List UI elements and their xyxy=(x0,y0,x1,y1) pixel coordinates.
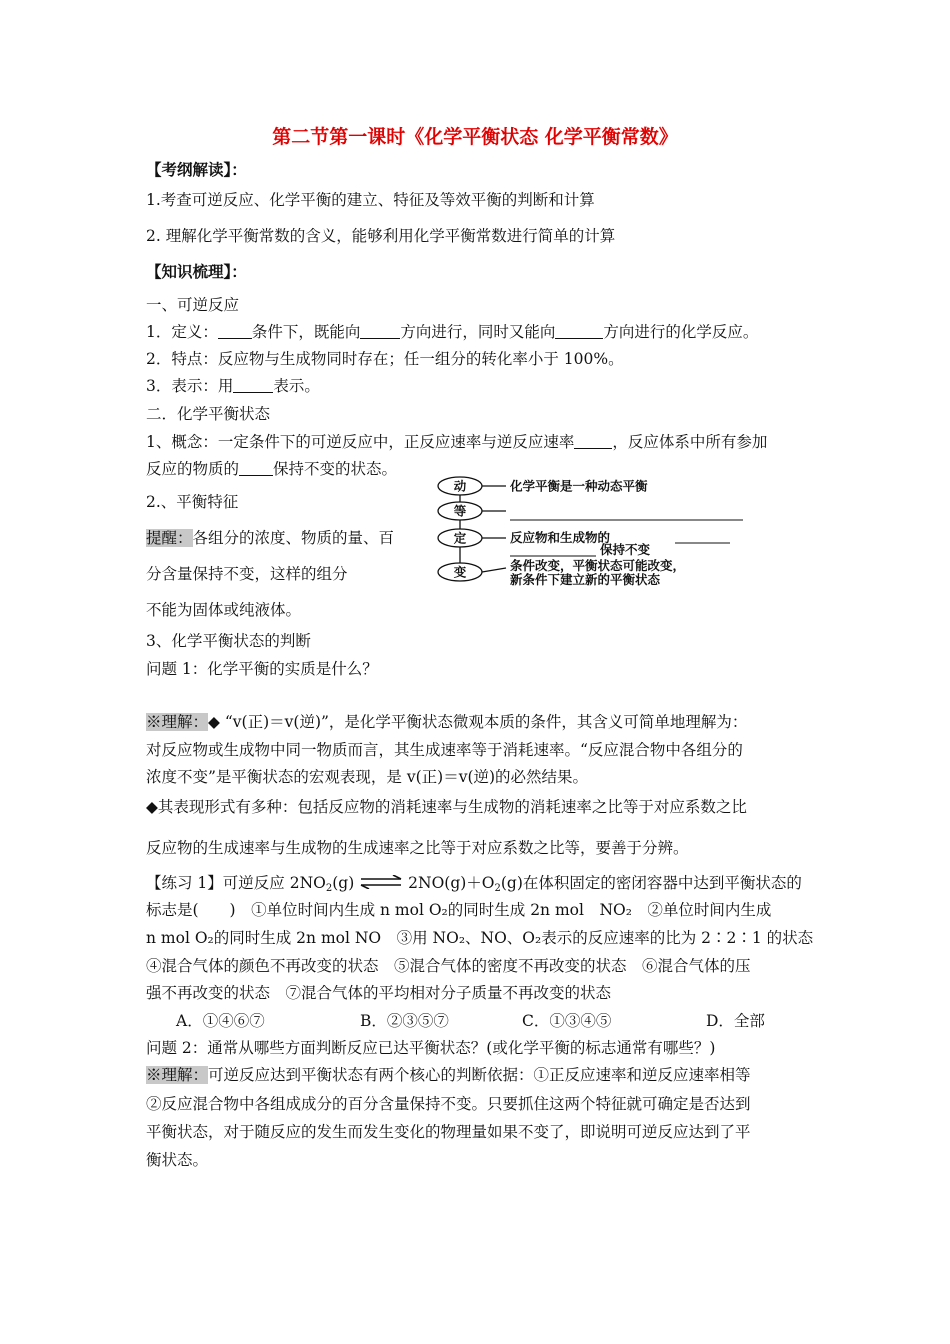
understand-label: ※理解： xyxy=(146,1066,209,1084)
ding-text-1: 反应物和生成物的 xyxy=(510,530,611,545)
question-2: 问题 2：通常从哪些方面判断反应已达平衡状态？(或化学平衡的标志通常有哪些？) xyxy=(146,1039,716,1057)
expression-line: 3．表示：用 表示。 xyxy=(146,377,320,395)
exercise-1-line-3: n mol O₂的同时生成 2n mol NO ③用 NO₂、NO、O₂表示的反应速率的比为 2∶2∶1 的状态 xyxy=(146,929,814,947)
exercise-1-line-4: ④混合气体的颜色不再改变的状态 ⑤混合气体的密度不再改变的状态 ⑥混合气体的压 xyxy=(146,957,751,975)
fill-blank xyxy=(555,323,603,339)
exam-heading: 【考纲解读】： xyxy=(146,161,247,179)
svg-text:变: 变 xyxy=(453,564,467,580)
definition-line: 1．定义： 条件下，既能向 方向进行，同时又能向 方向进行的化学反应。 xyxy=(146,323,759,341)
understand-1-line-5: 反应物的生成速率与生成物的生成速率之比等于对应系数之比等，要善于分辨。 xyxy=(146,839,689,857)
exam-item-2: 2. 理解化学平衡常数的含义，能够利用化学平衡常数进行简单的计算 xyxy=(146,227,616,245)
judge-heading: 3、化学平衡状态的判断 xyxy=(146,632,311,650)
option-b: B．②③⑤⑦ xyxy=(360,1012,449,1030)
fill-blank xyxy=(360,323,400,339)
fill-blank xyxy=(574,433,612,449)
understand-1-line-3: 浓度不变”是平衡状态的宏观表现，是 v(正)＝v(逆)的必然结果。 xyxy=(146,768,589,786)
option-a: A．①④⑥⑦ xyxy=(176,1012,265,1030)
bian-text-2: 新条件下建立新的平衡状态 xyxy=(510,572,661,587)
understand-2-line-2: ②反应混合物中各组成成分的百分含量保持不变。只要抓住这两个特征就可确定是否达到 xyxy=(146,1095,751,1113)
exercise-1-line-2: 标志是( ) ①单位时间内生成 n mol O₂的同时生成 2n mol NO₂ ②单位时间内生成 xyxy=(146,901,772,919)
concept-line-1: 1、概念：一定条件下的可逆反应中，正反应速率与逆反应速率 ，反应体系中所有参加 xyxy=(146,433,768,451)
exam-item-1: 1.考查可逆反应、化学平衡的建立、特征及等效平衡的判断和计算 xyxy=(146,191,595,209)
concept-line-2: 反应的物质的 保持不变的状态。 xyxy=(146,460,398,478)
feature-line: 2．特点：反应物与生成物同时存在；任一组分的转化率小于 100%。 xyxy=(146,350,624,368)
knowledge-heading: 【知识梳理】： xyxy=(146,263,247,281)
option-c: C．①③④⑤ xyxy=(522,1012,612,1030)
fill-blank xyxy=(233,377,273,393)
node-ding xyxy=(438,529,730,557)
node-deng xyxy=(438,502,743,520)
reminder-line-2: 分含量保持不变，这样的组分 xyxy=(146,565,348,583)
option-d: D．全部 xyxy=(706,1012,765,1030)
feature-heading: 2.、平衡特征 xyxy=(146,493,239,511)
svg-text:动: 动 xyxy=(453,478,467,494)
section-equilibrium: 二．化学平衡状态 xyxy=(146,405,271,423)
node-dong xyxy=(438,477,648,495)
reminder-line-3: 不能为固体或纯液体。 xyxy=(146,601,302,619)
page-title: 第二节第一课时《化学平衡状态 化学平衡常数》 xyxy=(272,126,678,148)
reminder-line-1: 提醒：各组分的浓度、物质的量、百 xyxy=(146,529,395,547)
fill-blank xyxy=(239,460,273,476)
svg-text:等: 等 xyxy=(453,503,467,519)
bian-text-1: 条件改变，平衡状态可能改变， xyxy=(510,558,686,573)
understand-2-line-3: 平衡状态，对于随反应的发生而发生变化的物理量如果不变了，即说明可逆反应达到了平 xyxy=(146,1123,751,1141)
section-reversible: 一、可逆反应 xyxy=(146,296,240,314)
understand-1-line-4: ◆其表现形式有多种：包括反应物的消耗速率与生成物的消耗速率之比等于对应系数之比 xyxy=(146,798,747,816)
reversible-arrow-icon xyxy=(359,875,403,889)
ding-text-2: 保持不变 xyxy=(600,542,651,557)
node-bian xyxy=(438,558,685,587)
understand-1-line-1: ※理解：◆ “v(正)＝v(逆)”，是化学平衡状态微观本质的条件，其含义可简单地理解为： xyxy=(146,713,748,731)
understand-2-line-1: ※理解：可逆反应达到平衡状态有两个核心的判断依据：①正反应速率和逆反应速率相等 xyxy=(146,1066,751,1084)
understand-label: ※理解： xyxy=(146,713,209,731)
dong-text: 化学平衡是一种动态平衡 xyxy=(510,478,648,494)
understand-2-line-4: 衡状态。 xyxy=(146,1151,209,1169)
question-1: 问题 1：化学平衡的实质是什么？ xyxy=(146,660,378,678)
exercise-1-line-5: 强不再改变的状态 ⑦混合气体的平均相对分子质量不再改变的状态 xyxy=(146,984,612,1002)
svg-text:定: 定 xyxy=(453,530,467,546)
exercise-1-line-1: 【练习 1】可逆反应 $2NO_2(g)$ $2NO(g)+O_2(g)$在体积固定的密闭容器中达到平衡状态的 xyxy=(146,874,802,894)
understand-1-line-2: 对反应物或生成物中同一物质而言，其生成速率等于消耗速率。“反应混合物中各组分的 xyxy=(146,741,743,759)
equilibrium-features-diagram xyxy=(430,470,810,590)
reminder-label: 提醒： xyxy=(146,529,193,547)
fill-blank xyxy=(218,323,252,339)
